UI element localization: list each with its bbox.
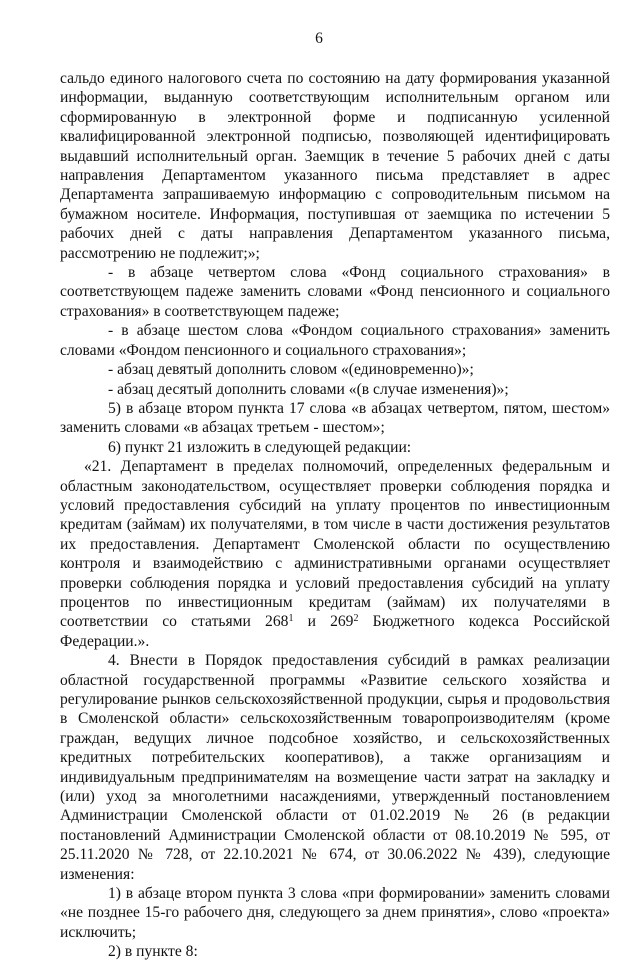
paragraph-amend-tenth: - абзац десятый дополнить словами «(в случае изменения)»; — [108, 380, 509, 398]
superscript-2: 2 — [353, 613, 359, 625]
superscript-1: 1 — [288, 613, 294, 625]
paragraph-sub-1: 1) в абзаце втором пункта 3 слова «при формировании» заменить словами «не позднее 15-го рабочего дня, следующего за днем принятия», слово «проекта» исключить; — [60, 885, 610, 941]
paragraph-item-5: 5) в абзаце втором пункта 17 слова «в абзацах четвертом, пятом, шестом» заменить словами «в абзацах третьем - шестом»; — [60, 399, 610, 437]
paragraph-continuation: сальдо единого налогового счета по состоянию на дату формирования указанной информации, выданную соответствующим исполнительным органом или сформированную в электронной форме и подписанную усиленной квалифицированной электронной подписью, позволяющей идентифицировать выдавший исполнительный орган. Заемщик в течение 5 рабочих дней с даты направления Департаментом указанного письма представляет в адрес Департамента запрашиваемую информацию с сопроводительным письмом на бумажном носителе. Информация, поступившая от заемщика по истечении 5 рабочих дней с даты направления Департаментом указанного письма, рассмотрению не подлежит;»; — [60, 70, 610, 262]
paragraph-sub-2: 2) в пункте 8: — [108, 943, 198, 961]
paragraph-item-6: 6) пункт 21 изложить в следующей редакции: — [108, 438, 412, 456]
page-number: 6 — [315, 30, 323, 47]
clause-21-mid: и 269 — [293, 613, 354, 631]
paragraph-amend-ninth: - абзац девятый дополнить словом «(единовременно)»; — [108, 361, 474, 379]
paragraph-item-4: 4. Внести в Порядок предоставления субсидий в рамках реализации областной государственной программы «Развитие сельского хозяйства и регулирование рынков сельскохозяйственной продукции, сырья и продовольствия в Смоленской области» сельскохозяйственным товаропроизводителям (кроме граждан, ведущих личное подсобное хозяйство, и сельскохозяйственных кредитных потребительских кооперативов), а также организациям и индивидуальным предпринимателям на возмещение части затрат на закладку и (или) уход за многолетними насаждениями, утвержденный постановлением Администрации Смоленской области от 01.02.2019 № 26 (в редакции постановлений Администрации Смоленской области от 08.10.2019 № 595, от 25.11.2020 № 728, от 22.10.2021 № 674, от 30.06.2022 № 439), следующие изменения: — [60, 652, 610, 883]
document-body — [60, 69, 610, 962]
paragraph-clause-21 — [60, 457, 610, 651]
paragraph-amend-sixth: - в абзаце шестом слова «Фондом социального страхования» заменить словами «Фондом пенсионного и социального страхования»; — [60, 322, 610, 359]
clause-21-end: Бюджетного кодекса Российской Федерации.». — [60, 613, 610, 650]
paragraph-amend-fourth: - в абзаце четвертом слова «Фонд социального страхования» в соответствующем падеже заменить словами «Фонд пенсионного и социального страхования» в соответствующем падеже; — [60, 264, 610, 320]
clause-21-main: «21. Департамент в пределах полномочий, определенных федеральным и областным законодательством, осуществляет проверки соблюдения порядка и условий предоставления субсидий на уплату процентов по инвестиционным кредитам (займам) их получателями, в том числе в части достижения результатов их предоставления. Департамент Смоленской области по осуществлению контроля и взаимодействию с административными органами осуществляет проверки соблюдения порядка и условий предоставления субсидий на уплату процентов по инвестиционным кредитам (займам) их получателями в соответствии со статьями 268 — [60, 458, 610, 631]
